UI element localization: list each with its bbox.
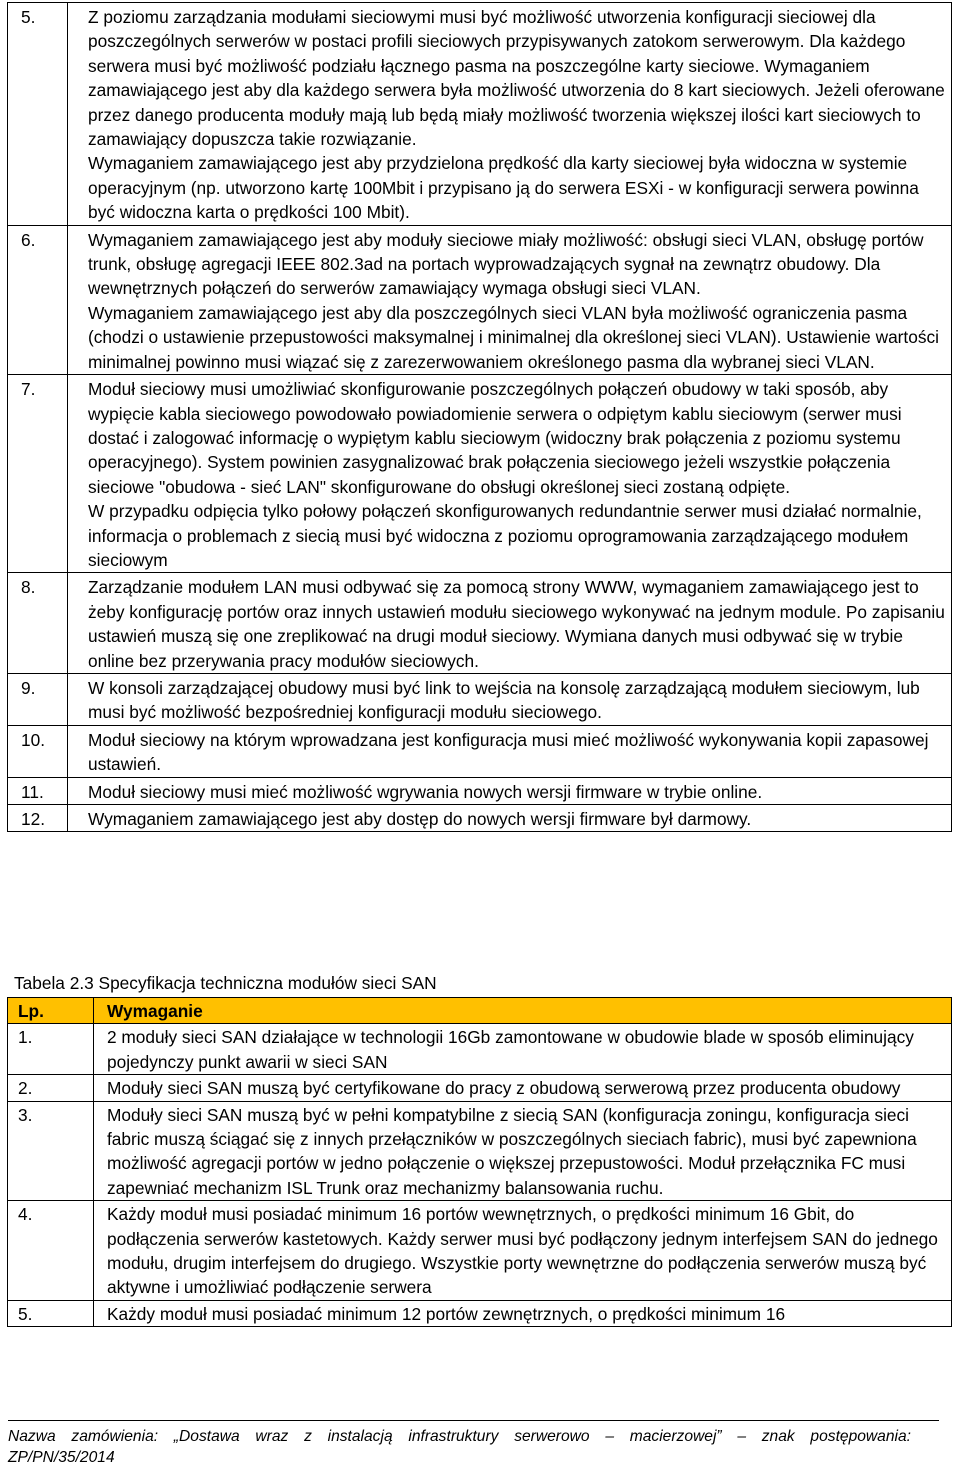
requirement-paragraph: Wymaganiem zamawiającego jest aby przydzielona prędkość dla karty sieciowej była widoczna w systemie operacyjnym (np. utworzono kartę 100Mbit i przypisano ją do serwera ESXi - w konfiguracji serwera powinna być widoczna karta o prędkości 100 Mbit). [88, 153, 919, 223]
requirement-paragraph: W konsoli zarządzającej obudowy musi być link to wejścia na konsolę zarządzającą modułem sieciowym, lub musi być możliwość bezpośredniej konfiguracji modułu sieciowego. [88, 677, 920, 723]
requirement-text [68, 573, 952, 674]
requirement-paragraph: Z poziomu zarządzania modułami sieciowymi musi być możliwość utworzenia konfiguracji sieciowej dla poszczególnych serwerów w postaci profili sieciowych przypisywanych zatokom serwerowym. Dla każdego serwera musi być możliwość podziału łącznego pasma na poszczególne karty sieciowe. Wymaganiem zamawiającego jest aby dla każdego serwera była możliwość utworzenia do 8 kart sieciowych. Jeżeli oferowane przez danego producenta moduły mają lub będą miały możliwość tworzenia większej ilości kart sieciowych to zamawiający dopuszcza takie rozwiązanie. [88, 7, 945, 150]
requirement-paragraph: W przypadku odpięcia tylko połowy połączeń skonfigurowanych redundantnie serwer musi działać normalnie, informacja o problemach z siecią musi być widoczna z poziomu oprogramowania zarządzającego modułem sieciowym [88, 501, 922, 570]
table-row [8, 375, 952, 573]
requirement-paragraph: Wymaganiem zamawiającego jest aby moduły sieciowe miały możliwość: obsługi sieci VLAN, obsługę portów trunk, obsługę agregacji IEEE 802.3ad na portach wyprowadzających sygnał na zewnątrz obudowy. Dla wewnętrznych połączeń do serwerów zamawiający wymaga obsługi sieci VLAN. [88, 229, 924, 299]
requirement-text [68, 3, 952, 226]
requirement-text [68, 673, 952, 725]
san-row-requirement: Moduły sieci SAN muszą być certyfikowane do pracy z obudową serwerową przez producenta obudowy [94, 1075, 952, 1101]
san-table-header-row [8, 998, 952, 1024]
san-row-requirement: Każdy moduł musi posiadać minimum 12 portów zewnętrznych, o prędkości minimum 16 [94, 1300, 952, 1326]
requirement-number: 9. [8, 673, 68, 725]
requirement-text [68, 805, 952, 832]
requirement-number: 10. [8, 725, 68, 777]
table-row [8, 1075, 952, 1101]
requirement-paragraph: Wymaganiem zamawiającego jest aby dostęp do nowych wersji firmware był darmowy. [88, 809, 752, 829]
table-row [8, 573, 952, 674]
requirement-paragraph: Wymaganiem zamawiającego jest aby dla poszczególnych sieci VLAN była możliwość ograniczenia pasma (chodzi o ustawienie przepustowości maksymalnej i minimalnej dla określonej sieci VLAN). Ustawienie wartości minimalnej powinno musi wiązać się z zarezerwowaniem określonego pasma dla wybranej sieci VLAN. [88, 302, 939, 372]
san-row-requirement: 2 moduły sieci SAN działające w technologii 16Gb zamontowane w obudowie blade w sposób eliminujący pojedynczy punkt awarii w sieci SAN [94, 1024, 952, 1075]
san-requirements-table [7, 997, 952, 1327]
requirement-paragraph: Zarządzanie modułem LAN musi odbywać się za pomocą strony WWW, wymaganiem zamawiającego jest to żeby konfigurację portów oraz innych ustawień modułu sieciowego wykonywać na jednym module. Po zapisaniu ustawień muszą się one zreplikować na drugi moduł sieciowy. Wymiana danych musi odbywać się w trybie online bez przerywania pracy modułów sieciowych. [88, 577, 945, 671]
san-row-number: 4. [8, 1201, 94, 1301]
footer-divider [8, 1420, 939, 1421]
requirement-number: 12. [8, 805, 68, 832]
requirement-text [68, 725, 952, 777]
requirement-text [68, 777, 952, 804]
table-row [8, 1201, 952, 1301]
requirement-number: 7. [8, 375, 68, 573]
requirement-number: 8. [8, 573, 68, 674]
san-row-requirement: Moduły sieci SAN muszą być w pełni kompatybilne z siecią SAN (konfiguracja zoningu, konfiguracja sieci fabric muszą ściągać się z innych przełączników w poszczególnych sieciach fabric), musi być zapewniona możliwość agregacji portów w jedno połączenie o większej przepustowości. Moduł przełącznika FC musi zapewniać mechanizm ISL Trunk oraz mechanizmy balansowania ruchu. [94, 1101, 952, 1201]
table-row [8, 225, 952, 374]
table-row [8, 3, 952, 226]
san-row-requirement: Każdy moduł musi posiadać minimum 16 portów wewnętrznych, o prędkości minimum 16 Gbit, do podłączenia serwerów kastetowych. Każdy serwer musi być podłączony jednym interfejsem SAN do jednego modułu, drugim interfejsem do drugiego. Wszystkie porty wewnętrzne do podłączenia serwerów muszą być aktywne i umożliwiać podłączenie serwera [94, 1201, 952, 1301]
table-row [8, 1024, 952, 1075]
requirement-number: 11. [8, 777, 68, 804]
table-row [8, 1300, 952, 1326]
san-row-number: 3. [8, 1101, 94, 1201]
header-requirement: Wymaganie [94, 998, 952, 1024]
requirement-paragraph: Moduł sieciowy na którym wprowadzana jest konfiguracja musi mieć możliwość wykonywania kopii zapasowej ustawień. [88, 729, 929, 775]
table-row [8, 725, 952, 777]
san-row-number: 5. [8, 1300, 94, 1326]
requirement-paragraph: Moduł sieciowy musi mieć możliwość wgrywania nowych wersji firmware w trybie online. [88, 781, 763, 802]
san-row-number: 1. [8, 1024, 94, 1075]
table-row [8, 777, 952, 804]
san-row-number: 2. [8, 1075, 94, 1101]
requirement-number: 5. [8, 3, 68, 226]
table-row [8, 805, 952, 832]
requirements-table [7, 2, 952, 832]
requirement-text [68, 225, 952, 374]
footer-reference-number: ZP/PN/35/2014 [8, 1449, 115, 1466]
table-row [8, 673, 952, 725]
footer-order-name: Nazwa zamówienia: „Dostawa wraz z instalacją infrastruktury serwerowo – macierzowej” – znak postępowania: [8, 1428, 911, 1445]
requirement-paragraph: Moduł sieciowy musi umożliwiać skonfigurowanie poszczególnych połączeń obudowy w taki sposób, aby wypięcie kabla sieciowego powodowało powiadomienie serwera o odpiętym kablu sieciowym (serwer musi dostać i zalogować informację o wypiętym kablu sieciowym (widoczny brak połączenia z poziomu systemu operacyjnego). System powinien zasygnalizować brak połączenia sieciowego jeżeli wszystkie połączenia sieciowe "obudowa - sieć LAN" skonfigurowane do obsługi określonej sieci zostaną odpięte. [88, 379, 902, 497]
header-lp: Lp. [8, 998, 94, 1024]
requirement-number: 6. [8, 225, 68, 374]
table-row [8, 1101, 952, 1201]
san-table-caption: Tabela 2.3 Specyfikacja techniczna modułów sieci SAN [14, 973, 437, 993]
requirement-text [68, 375, 952, 573]
